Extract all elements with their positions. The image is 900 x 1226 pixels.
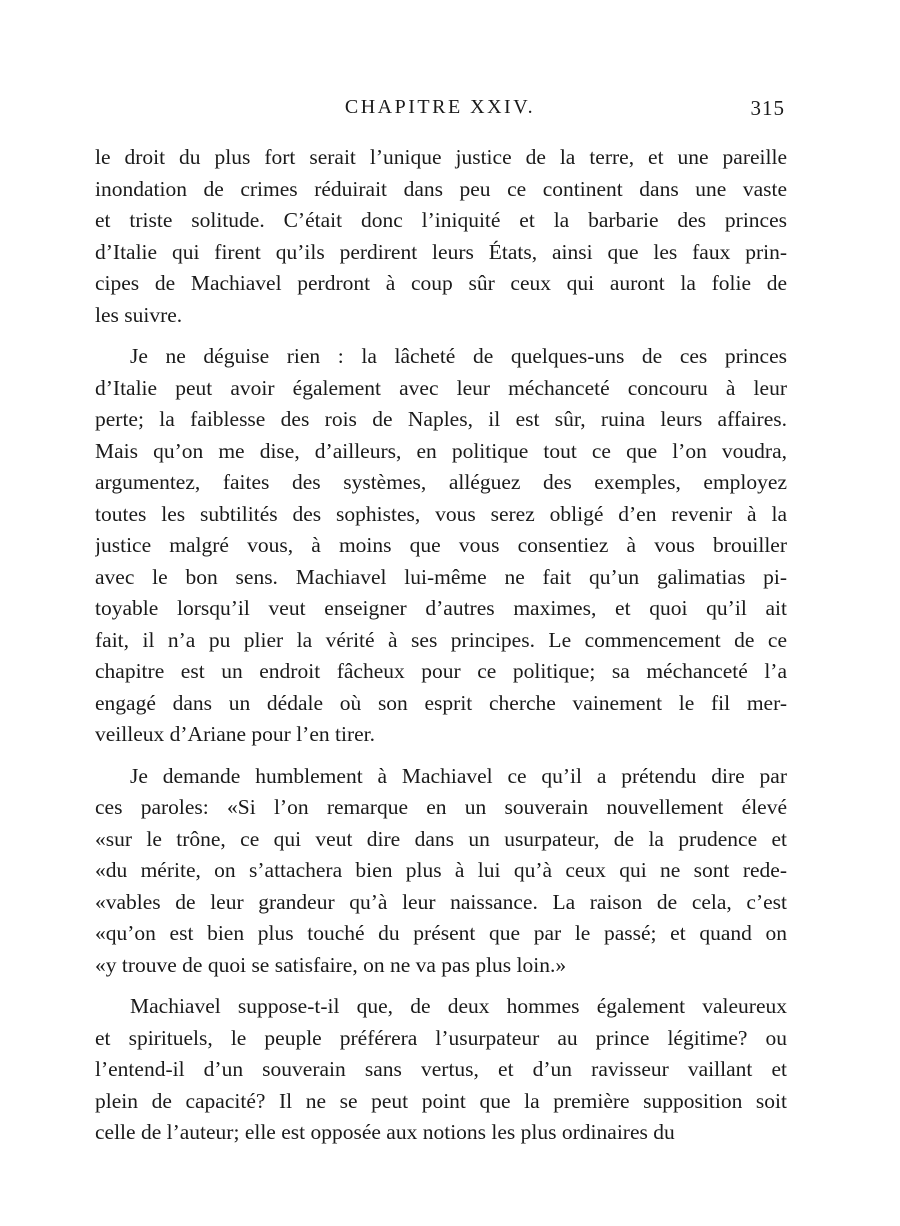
text-line: le droit du plus fort serait l’unique justice de la terre, et une pareille xyxy=(95,145,787,169)
text-line: inondation de crimes réduirait dans peu ce continent dans une vaste xyxy=(95,176,787,201)
chapter-title: CHAPITRE XXIV. xyxy=(344,96,536,118)
text-line: «y trouve de quoi se satisfaire, on ne va pas plus loin.» xyxy=(95,952,567,977)
text-line: toutes les subtilités des sophistes, vous serez obligé d’en revenir à la xyxy=(95,501,787,526)
paragraph-gap xyxy=(95,331,787,341)
text-line: d’Italie qui firent qu’ils perdirent leurs États, ainsi que les faux prin- xyxy=(95,239,787,264)
text-line: cipes de Machiavel perdront à coup sûr ceux qui auront la folie de xyxy=(95,271,787,295)
paragraph-gap xyxy=(95,981,787,991)
text-line: «vables de leur grandeur qu’à leur naissance. La raison de cela, c’est xyxy=(95,889,787,914)
text-line: Je demande humblement à Machiavel ce qu’il a prétendu dire par xyxy=(130,763,787,788)
text-line: «qu’on est bien plus touché du présent que par le passé; et quand on xyxy=(95,921,787,945)
text-line: perte; la faiblesse des rois de Naples, il est sûr, ruina leurs affaires. xyxy=(95,407,787,431)
paragraph-gap xyxy=(95,751,787,761)
paragraph xyxy=(95,761,787,982)
text-line: l’entend-il d’un souverain sans vertus, et d’un ravisseur vaillant et xyxy=(95,1057,787,1081)
text-line: justice malgré vous, à moins que vous consentiez à vous brouiller xyxy=(95,533,787,557)
text-line: chapitre est un endroit fâcheux pour ce politique; sa méchanceté l’a xyxy=(95,659,787,683)
text-line: veilleux d’Ariane pour l’en tirer. xyxy=(95,722,375,746)
paragraph xyxy=(95,991,787,1149)
paragraph xyxy=(95,142,787,331)
text-line: et spirituels, le peuple préférera l’usurpateur au prince légitime? ou xyxy=(95,1025,787,1050)
text-line: avec le bon sens. Machiavel lui-même ne fait qu’un galimatias pi- xyxy=(95,564,787,589)
text-line: argumentez, faites des systèmes, alléguez des exemples, employez xyxy=(95,470,787,494)
running-head xyxy=(95,96,785,128)
text-line: «du mérite, on s’attachera bien plus à lui qu’à ceux qui ne sont rede- xyxy=(95,858,787,882)
text-line: Machiavel suppose-t-il que, de deux hommes également valeureux xyxy=(130,994,787,1018)
text-line: et triste solitude. C’était donc l’iniquité et la barbarie des princes xyxy=(95,208,787,232)
text-line: celle de l’auteur; elle est opposée aux notions les plus ordinaires du xyxy=(95,1120,675,1144)
text-line: engagé dans un dédale où son esprit cherche vainement le fil mer- xyxy=(95,690,787,715)
text-line: Mais qu’on me dise, d’ailleurs, en politique tout ce que l’on voudra, xyxy=(95,438,787,463)
text-line: d’Italie peut avoir également avec leur méchanceté concouru à leur xyxy=(95,375,787,400)
text-line: Je ne déguise rien : la lâcheté de quelques-uns de ces princes xyxy=(130,344,787,368)
text-line: fait, il n’a pu plier la vérité à ses principes. Le commencement de ce xyxy=(95,627,787,652)
page-number: 315 xyxy=(750,96,785,120)
text-line: ces paroles: «Si l’on remarque en un souverain nouvellement élevé xyxy=(95,795,787,819)
text-line: plein de capacité? Il ne se peut point que la première supposition soit xyxy=(95,1088,787,1113)
text-line: les suivre. xyxy=(95,302,183,327)
body-text xyxy=(95,142,787,1149)
paragraph xyxy=(95,341,787,751)
text-line: toyable lorsqu’il veut enseigner d’autres maximes, et quoi qu’il ait xyxy=(95,596,787,620)
text-line: «sur le trône, ce qui veut dire dans un usurpateur, de la prudence et xyxy=(95,826,787,851)
